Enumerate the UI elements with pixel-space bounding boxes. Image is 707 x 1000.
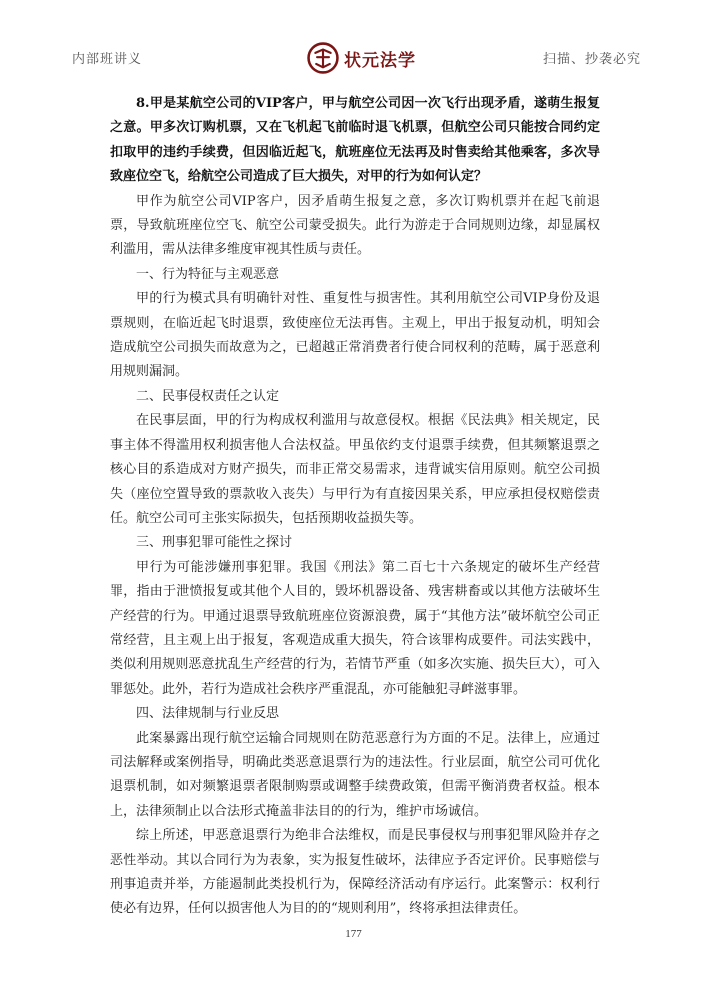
page-number: 177 <box>345 928 362 940</box>
brand-logo <box>306 38 416 78</box>
section-body-3: 甲行为可能涉嫌刑事犯罪。我国《刑法》第二百七十六条规定的破坏生产经营罪，指由于泄愤报复或其他个人目的，毁坏机器设备、残害耕畜或以其他方法破坏生产经营的行为。甲通过退票导致航班座位资源浪费，属于“其他方法”破坏航空公司正常经营，且主观上出于报复，客观造成重大损失，符合该罪构成要件。司法实践中，类似利用规则恶意扰乱生产经营的行为，若情节严重（如多次实施、损失巨大），可入罪惩处。此外，若行为造成社会秩序严重混乱，亦可能触犯寻衅滋事罪。 <box>110 559 600 697</box>
section-heading-2: 二、民事侵权责任之认定 <box>136 388 280 404</box>
section-heading-4: 四、法律规制与行业反思 <box>136 706 280 722</box>
brand-emblem-icon <box>306 41 340 75</box>
section-body-1: 甲的行为模式具有明确针对性、重复性与损害性。其利用航空公司VIP身份及退票规则，在临近起飞时退票，致使座位无法再售。主观上，甲出于报复动机，明知会造成航空公司损失而故意为之，已超越正常消费者行使合同权利的范畴，属于恶意利用规则漏洞。 <box>110 291 600 380</box>
intro-paragraph: 甲作为航空公司VIP客户，因矛盾萌生报复之意，多次订购机票并在起飞前退票，导致航班座位空飞、航空公司蒙受损失。此行为游走于合同规则边缘，却显属权利滥用，需从法律多维度审视其性质与责任。 <box>110 193 600 258</box>
header-left-label: 内部班讲义 <box>72 52 143 67</box>
brand-name: 状元法学 <box>344 50 416 71</box>
section-body-4: 此案暴露出现行航空运输合同规则在防范恶意行为方面的不足。法律上，应通过司法解释或案例指导，明确此类恶意退票行为的违法性。行业层面，航空公司可优化退票机制，如对频繁退票者限制购票或调整手续费政策，但需平衡消费者权益。根本上，法律须制止以合法形式掩盖非法目的的行为，维护市场诚信。 <box>110 730 600 819</box>
section-heading-3: 三、刑事犯罪可能性之探讨 <box>136 535 293 551</box>
header-right-label: 扫描、抄袭必究 <box>542 52 641 67</box>
section-body-2: 在民事层面，甲的行为构成权利滥用与故意侵权。根据《民法典》相关规定，民事主体不得滥用权利损害他人合法权益。甲虽依约支付退票手续费，但其频繁退票之核心目的系造成对方财产损失，而非正常交易需求，违背诚实信用原则。航空公司损失（座位空置导致的票款收入丧失）与甲行为有直接因果关系，甲应承担侵权赔偿责任。航空公司可主张实际损失，包括预期收益损失等。 <box>110 413 600 526</box>
document-body <box>110 92 600 922</box>
section-heading-1: 一、行为特征与主观恶意 <box>136 266 280 282</box>
conclusion-paragraph: 综上所述，甲恶意退票行为绝非合法维权，而是民事侵权与刑事犯罪风险并存之恶性举动。其以合同行为为表象，实为报复性破坏，法律应予否定评价。民事赔偿与刑事追责并举，方能遏制此类投机行为，保障经济活动有序运行。此案警示：权利行使必有边界，任何以损害他人为目的的“规则利用”，终将承担法律责任。 <box>110 828 600 917</box>
page-header <box>0 38 707 84</box>
question-text: 8.甲是某航空公司的VIP客户，甲与航空公司因一次飞行出现矛盾，遂萌生报复之意。甲多次订购机票，又在飞机起飞前临时退飞机票，但航空公司只能按合同约定扣取甲的违约手续费，但因临近起飞，航班座位无法再及时售卖给其他乘客，多次导致座位空飞，给航空公司造成了巨大损失，对甲的行为如何认定？ <box>110 96 600 185</box>
